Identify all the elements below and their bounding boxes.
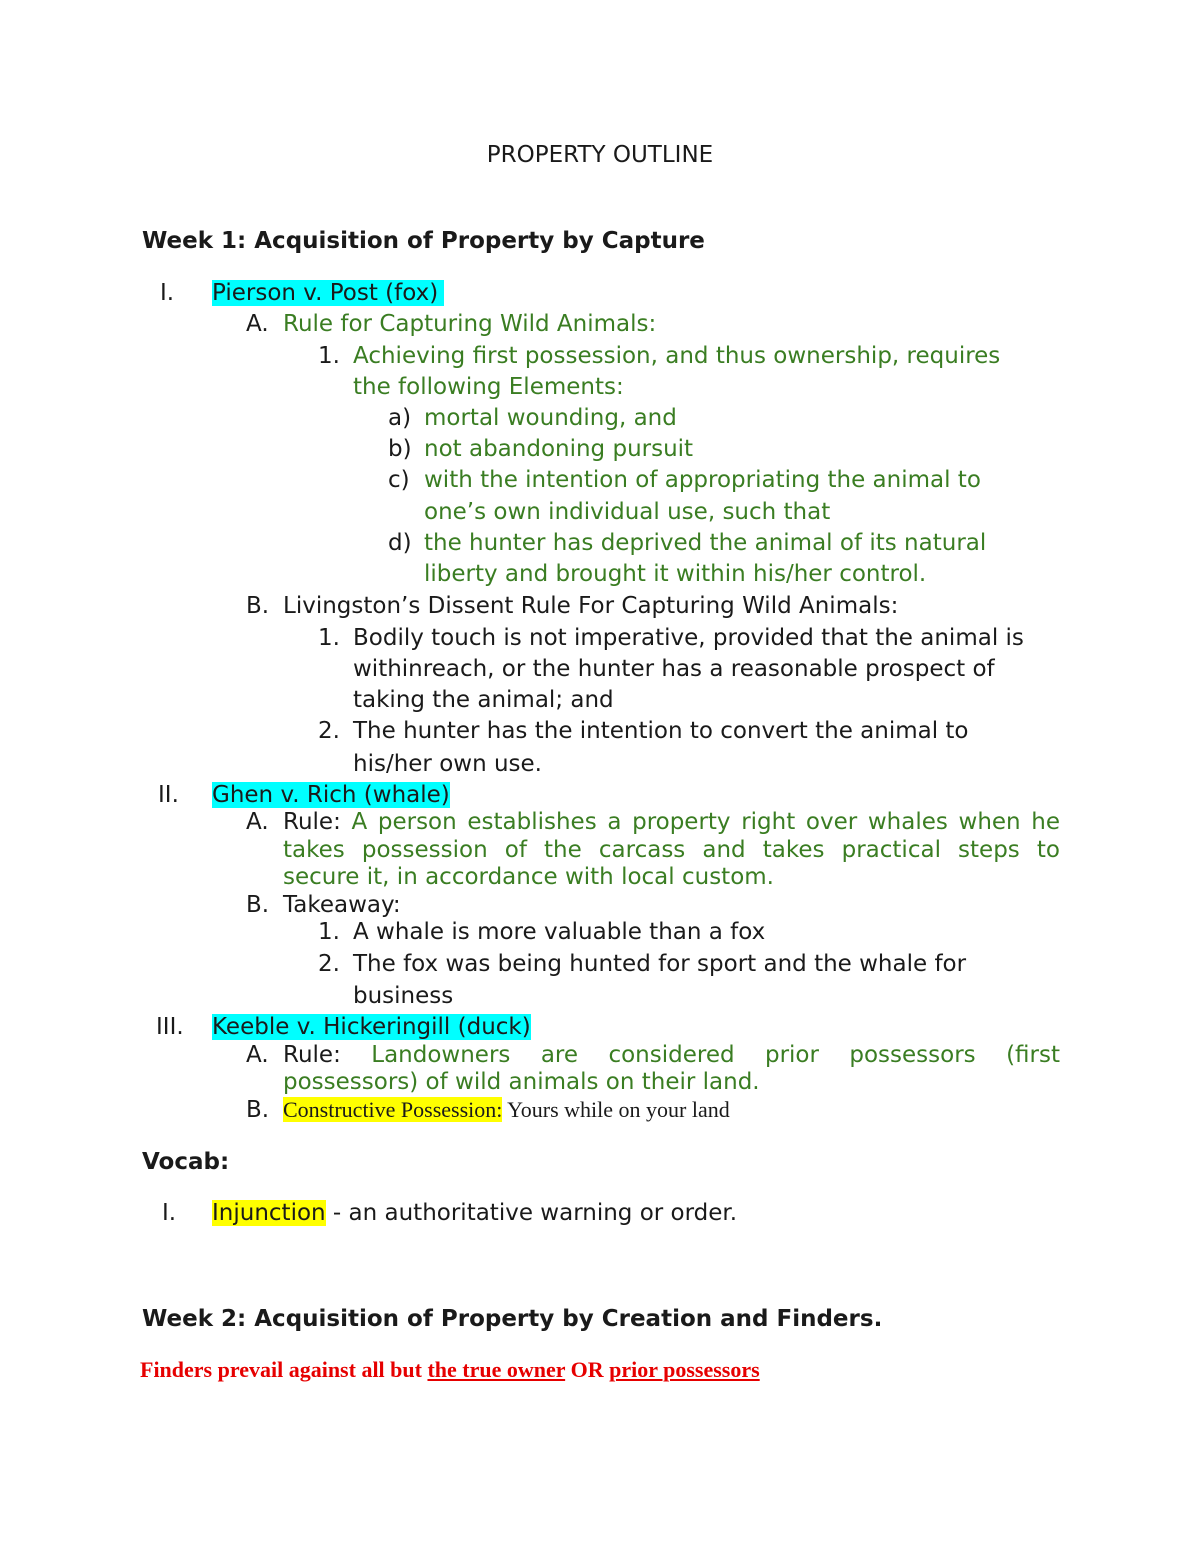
outline-marker: A. xyxy=(246,809,269,835)
outline-marker: c) xyxy=(388,467,410,493)
finders-rule: Finders prevail against all but the true owner OR prior possessors xyxy=(140,1357,760,1382)
element-item: one’s own individual use, such that xyxy=(424,499,831,525)
vocab-heading: Vocab: xyxy=(142,1149,230,1175)
element-item: liberty and brought it within his/her control. xyxy=(424,561,927,587)
keeble-rule-text: possessors) of wild animals on their land. xyxy=(283,1069,760,1095)
dissent-heading: Livingston’s Dissent Rule For Capturing Wild Animals: xyxy=(283,593,899,619)
takeaway-item: business xyxy=(353,983,454,1009)
case-marker: I. xyxy=(160,280,175,306)
week2-heading: Week 2: Acquisition of Property by Creation and Finders. xyxy=(142,1306,883,1332)
outline-marker: 1. xyxy=(318,343,340,369)
page-title: PROPERTY OUTLINE xyxy=(486,142,714,168)
outline-marker: B. xyxy=(246,892,270,918)
week1-heading: Week 1: Acquisition of Property by Capture xyxy=(142,228,705,254)
case-marker: II. xyxy=(158,782,179,808)
outline-marker: 1. xyxy=(318,919,340,945)
case-marker: III. xyxy=(156,1014,184,1040)
dissent-item: his/her own use. xyxy=(353,751,542,777)
pierson-rule-text: Achieving first possession, and thus ownership, requires xyxy=(353,343,1001,369)
pierson-rule-heading: Rule for Capturing Wild Animals: xyxy=(283,311,657,337)
outline-marker: A. xyxy=(246,1042,269,1068)
outline-marker: B. xyxy=(246,593,270,619)
outline-marker: B. xyxy=(246,1097,270,1123)
keeble-rule: Rule: Landowners are considered prior possessors (first xyxy=(283,1042,1060,1068)
takeaway-item: The fox was being hunted for sport and the whale for xyxy=(353,951,967,977)
dissent-item: taking the animal; and xyxy=(353,687,614,713)
case-title-pierson: Pierson v. Post (fox) xyxy=(212,280,444,308)
constructive-possession: Constructive Possession: Yours while on your land xyxy=(283,1097,730,1122)
ghen-rule: Rule: A person establishes a property right over whales when he xyxy=(283,809,1060,835)
outline-marker: a) xyxy=(388,405,412,431)
dissent-item: withinreach, or the hunter has a reasonable prospect of xyxy=(353,656,995,682)
dissent-item: The hunter has the intention to convert the animal to xyxy=(353,718,969,744)
outline-marker: 1. xyxy=(318,625,340,651)
takeaway-heading: Takeaway: xyxy=(283,892,401,918)
element-item: not abandoning pursuit xyxy=(424,436,694,462)
pierson-rule-text: the following Elements: xyxy=(353,374,624,400)
vocab-marker: I. xyxy=(162,1200,177,1226)
outline-marker: b) xyxy=(388,436,412,462)
outline-marker: 2. xyxy=(318,951,340,977)
element-item: mortal wounding, and xyxy=(424,405,677,431)
ghen-rule-text: secure it, in accordance with local custom. xyxy=(283,864,774,890)
ghen-rule-text: takes possession of the carcass and takes practical steps to xyxy=(283,837,1060,863)
outline-marker: A. xyxy=(246,311,269,337)
dissent-item: Bodily touch is not imperative, provided that the animal is xyxy=(353,625,1024,651)
outline-marker: d) xyxy=(388,530,412,556)
vocab-item: Injunction - an authoritative warning or order. xyxy=(212,1200,738,1226)
takeaway-item: A whale is more valuable than a fox xyxy=(353,919,766,945)
case-title-ghen: Ghen v. Rich (whale) xyxy=(212,782,450,808)
element-item: the hunter has deprived the animal of its natural xyxy=(424,530,987,556)
outline-marker: 2. xyxy=(318,718,340,744)
case-title-keeble: Keeble v. Hickeringill (duck) xyxy=(212,1014,531,1040)
element-item: with the intention of appropriating the animal to xyxy=(424,467,981,493)
